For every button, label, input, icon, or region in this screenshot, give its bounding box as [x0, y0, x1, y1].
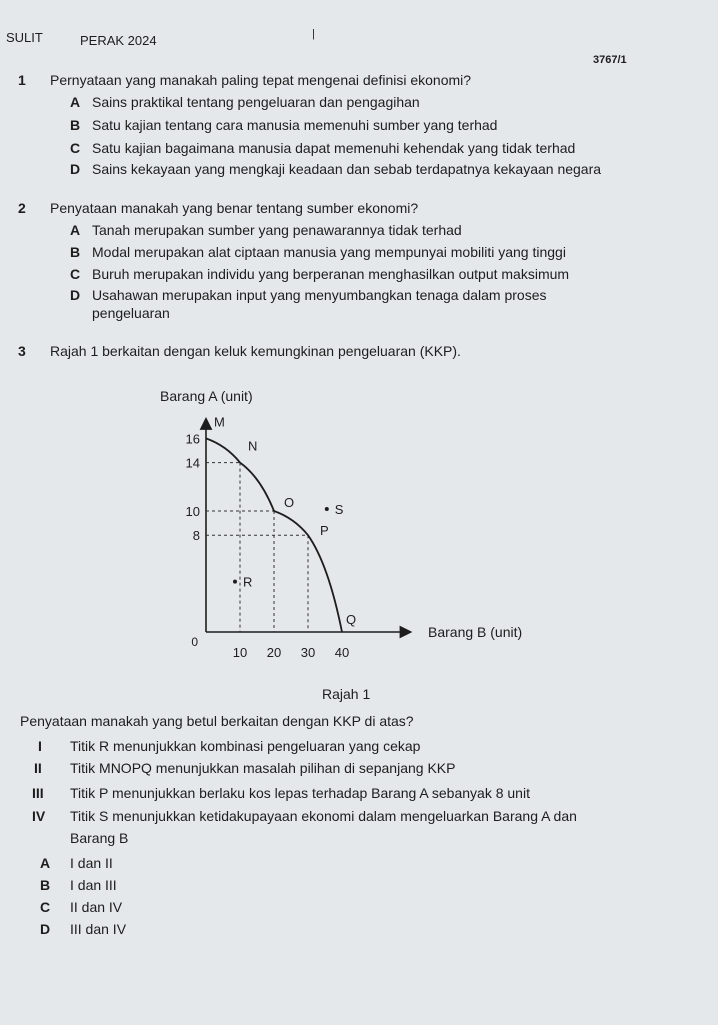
statement-i-label: I	[38, 738, 42, 754]
q1-option-b: Satu kajian tentang cara manusia memenuhi sumber yang terhad	[92, 117, 498, 133]
q2-option-a-label: A	[70, 222, 81, 238]
q2-option-d-label: D	[70, 287, 81, 303]
statement-i: Titik R menunjukkan kombinasi pengeluaran yang cekap	[70, 738, 421, 754]
curve-point-label-q: Q	[346, 612, 357, 627]
q1-option-d-label: D	[70, 161, 81, 177]
q2-option-c: Buruh merupakan individu yang berperanan menghasilkan output maksimum	[92, 266, 570, 282]
point-r-dot	[233, 580, 237, 584]
origin-label: 0	[191, 635, 198, 649]
q3-option-a: I dan II	[70, 855, 113, 871]
q1-option-c: Satu kajian bagaimana manusia dapat memenuhi kehendak yang tidak terhad	[92, 140, 576, 156]
header-sulit: SULIT	[6, 30, 43, 45]
y-tick-label: 16	[185, 431, 200, 447]
header-exam: PERAK 2024	[80, 33, 157, 48]
q2-number: 2	[18, 200, 26, 216]
q2-option-d: Usahawan merupakan input yang menyumbangkan tenaga dalam proses	[92, 287, 547, 303]
statement-iv: Titik S menunjukkan ketidakupayaan ekonomi dalam mengeluarkan Barang A dan	[70, 808, 577, 824]
x-axis-title: Barang B (unit)	[428, 624, 523, 640]
q1-option-c-label: C	[70, 140, 81, 156]
q3-option-b: I dan III	[70, 877, 117, 893]
figure-caption: Rajah 1	[322, 686, 371, 702]
q2-option-d-continuation: pengeluaran	[92, 305, 170, 321]
curve-point-label-p: P	[320, 523, 329, 539]
curve-point-label-n: N	[248, 438, 258, 454]
point-s-label: S	[334, 502, 344, 517]
statement-ii: Titik MNOPQ menunjukkan masalah pilihan di sepanjang KKP	[70, 760, 456, 776]
q3-option-c: II dan IV	[70, 899, 123, 915]
statement-iv-label: IV	[32, 808, 46, 824]
q2-option-c-label: C	[70, 266, 81, 282]
header-mark: |	[312, 28, 315, 40]
x-tick-label: 10	[232, 645, 248, 660]
statement-ii-label: II	[34, 760, 42, 776]
curve-point-label-o: O	[284, 495, 295, 510]
q3-option-b-label: B	[40, 877, 51, 893]
q1-option-b-label: B	[70, 117, 81, 133]
y-axis-title: Barang A (unit)	[160, 388, 253, 404]
point-r-label: R	[243, 574, 253, 590]
curve-point-label-m: M	[214, 414, 225, 430]
y-tick-label: 8	[192, 528, 200, 544]
x-tick-label: 40	[334, 645, 350, 660]
x-tick-label: 30	[300, 645, 316, 660]
q1-option-a-label: A	[70, 94, 81, 110]
q2-option-a: Tanah merupakan sumber yang penawarannya tidak terhad	[92, 222, 462, 238]
header-paper-code: 3767/1	[593, 54, 627, 66]
q2-stem: Penyataan manakah yang benar tentang sumber ekonomi?	[50, 200, 419, 216]
q3-option-c-label: C	[40, 899, 51, 915]
q1-option-d: Sains kekayaan yang mengkaji keadaan dan sebab terdapatnya kekayaan negara	[92, 161, 602, 177]
q3-option-d-label: D	[40, 921, 51, 937]
q3-question: Penyataan manakah yang betul berkaitan dengan KKP di atas?	[20, 713, 414, 729]
statement-iii: Titik P menunjukkan berlaku kos lepas terhadap Barang A sebanyak 8 unit	[70, 785, 530, 801]
y-tick-label: 14	[185, 455, 200, 471]
q3-stem: Rajah 1 berkaitan dengan keluk kemungkinan pengeluaran (KKP).	[50, 343, 461, 359]
q2-option-b-label: B	[70, 244, 81, 260]
q2-option-b: Modal merupakan alat ciptaan manusia yang mempunyai mobiliti yang tinggi	[92, 244, 566, 260]
q1-stem: Pernyataan yang manakah paling tepat mengenai definisi ekonomi?	[50, 72, 472, 88]
point-s-dot	[325, 507, 329, 511]
y-tick-label: 10	[185, 504, 200, 519]
q1-number: 1	[18, 72, 26, 88]
q3-option-d: III dan IV	[70, 921, 127, 937]
x-tick-label: 20	[266, 645, 282, 660]
statement-iv-continuation: Barang B	[70, 830, 129, 846]
statement-iii-label: III	[32, 785, 44, 801]
q3-option-a-label: A	[40, 855, 51, 871]
q3-number: 3	[18, 343, 26, 359]
q1-option-a: Sains praktikal tentang pengeluaran dan pengagihan	[92, 94, 420, 110]
